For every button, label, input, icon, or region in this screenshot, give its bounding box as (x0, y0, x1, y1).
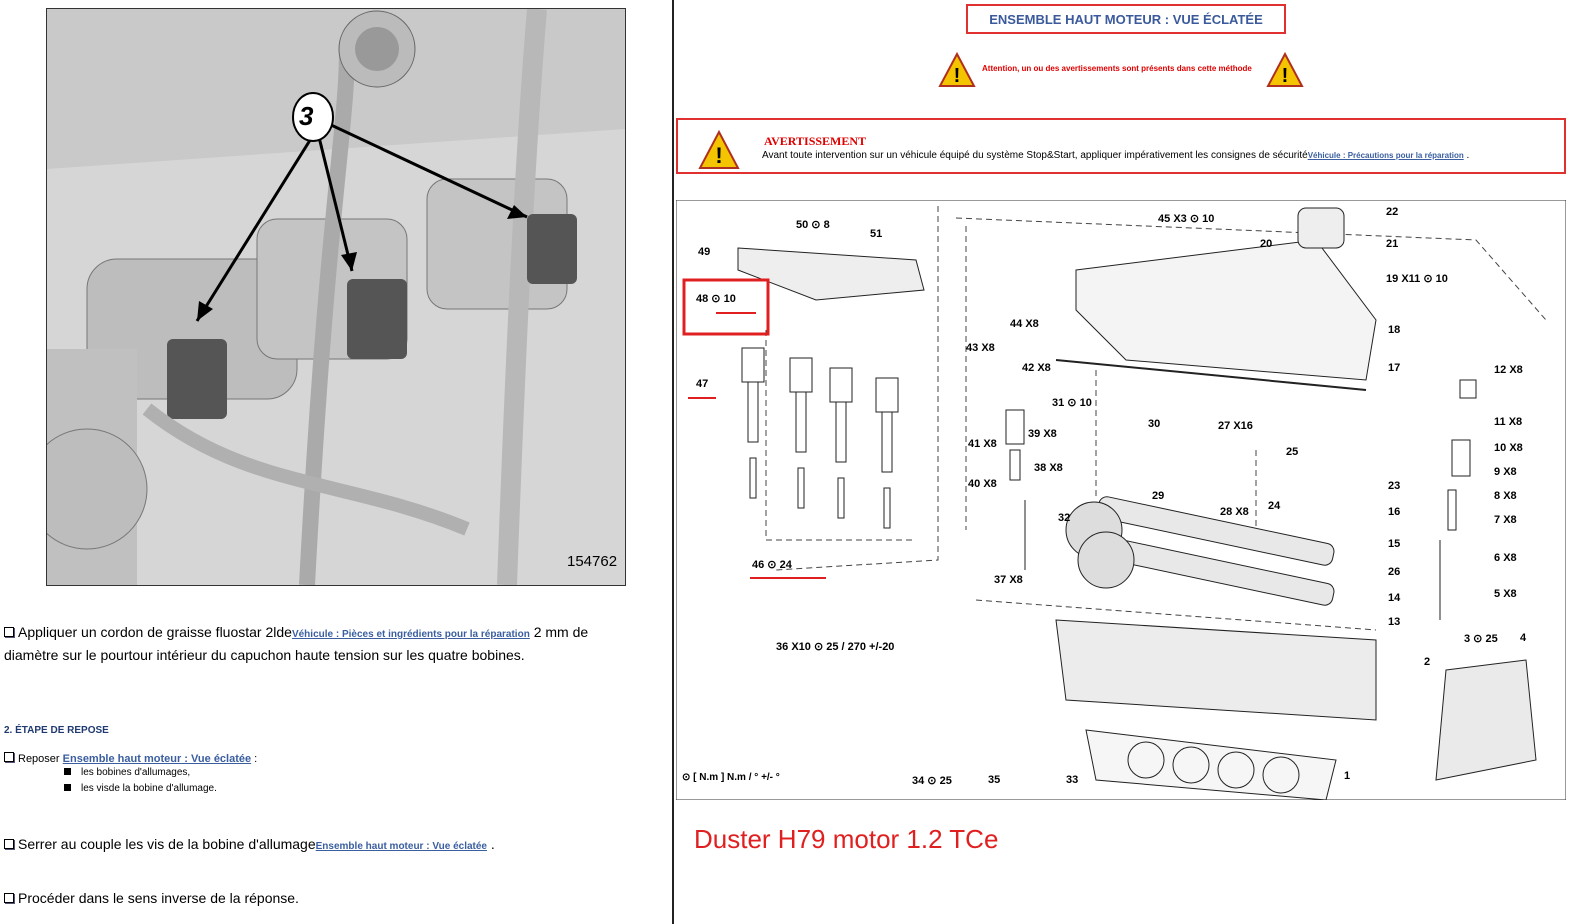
part-label-46: 46 ⊙ 24 (752, 559, 792, 571)
bullet-icon (4, 839, 14, 849)
part-label-51: 51 (870, 228, 883, 240)
step3-end: . (487, 836, 495, 852)
instruction-step-repose (4, 752, 257, 797)
part-label-39: 39 X8 (1028, 428, 1057, 440)
warning-triangle-icon (1266, 52, 1304, 93)
list-item (64, 781, 257, 797)
step4-text: Procéder dans le sens inverse de la réponse. (18, 890, 299, 906)
svg-text:!: ! (1281, 65, 1289, 87)
page-title: ENSEMBLE HAUT MOTEUR : VUE ÉCLATÉE (966, 4, 1286, 34)
engine-coil-illustration (46, 8, 626, 586)
part-label-37: 37 X8 (994, 574, 1023, 586)
avertissement-title: AVERTISSEMENT (764, 134, 867, 148)
part-label-11: 11 X8 (1494, 416, 1523, 428)
torque-legend-text: [ N.m ] N.m / ° +/- ° (693, 772, 780, 783)
part-label-13: 13 (1388, 616, 1401, 628)
part-label-19: 19 X11 ⊙ 10 (1386, 273, 1448, 285)
section-heading: 2. ÉTAPE DE REPOSE (4, 725, 109, 736)
instruction-step-reverse (4, 890, 299, 906)
part-label-49: 49 (698, 246, 711, 258)
part-label-42: 42 X8 (1022, 362, 1051, 374)
part-label-45: 45 X3 ⊙ 10 (1158, 213, 1215, 225)
part-label-3: 3 ⊙ 25 (1464, 633, 1498, 645)
part-label-32: 32 (1058, 512, 1071, 524)
torque-legend (682, 772, 780, 783)
part-label-25: 25 (1286, 446, 1299, 458)
part-label-4: 4 (1520, 632, 1527, 644)
part-label-5: 5 X8 (1494, 588, 1517, 600)
part-label-44: 44 X8 (1010, 318, 1039, 330)
part-label-16: 16 (1388, 506, 1401, 518)
part-label-22: 22 (1386, 206, 1399, 218)
warning-triangle-icon (698, 130, 740, 175)
square-bullet-icon (64, 784, 71, 791)
link-pieces-ingredients[interactable]: Véhicule : Pièces et ingrédients pour la réparation (291, 629, 530, 640)
link-precautions[interactable]: Véhicule : Précautions pour la réparation (1307, 151, 1464, 160)
list-item-text: les bobines d'allumages, (81, 767, 191, 778)
part-label-21: 21 (1386, 238, 1399, 250)
list-item (64, 765, 257, 781)
part-label-12: 12 X8 (1494, 364, 1523, 376)
exploded-view-diagram (676, 200, 1566, 800)
list-item-text: les visde la bobine d'allumage. (81, 783, 217, 794)
warning-notice: Attention, un ou des avertissements sont présents dans cette méthode (982, 64, 1252, 73)
step2-colon: : (251, 753, 258, 765)
part-label-23: 23 (1388, 480, 1401, 492)
part-label-10: 10 X8 (1494, 442, 1523, 454)
part-label-48: 48 ⊙ 10 (696, 293, 736, 305)
part-label-6: 6 X8 (1494, 552, 1517, 564)
part-label-2: 2 (1424, 656, 1431, 668)
svg-text:!: ! (953, 65, 961, 87)
step2-text: Reposer (18, 753, 63, 765)
part-label-43: 43 X8 (966, 342, 995, 354)
part-label-7: 7 X8 (1494, 514, 1517, 526)
part-label-27: 27 X16 (1218, 420, 1253, 432)
link-ensemble-haut-moteur[interactable]: Ensemble haut moteur : Vue éclatée (62, 753, 252, 765)
caption: Duster H79 motor 1.2 TCe (694, 824, 999, 854)
column-divider (672, 0, 674, 924)
engine-illustration-drawing (47, 9, 625, 585)
part-label-35: 35 (988, 774, 1001, 786)
avertissement-body: Avant toute intervention sur un véhicule équipé du système Stop&Start, appliquer impérativement les consignes de sécurité (762, 150, 1308, 161)
step3-text: Serrer au couple les vis de la bobine d'allumage (18, 836, 316, 852)
part-label-36: 36 X10 ⊙ 25 / 270 +/-20 (776, 641, 895, 653)
part-label-8: 8 X8 (1494, 490, 1517, 502)
part-label-26: 26 (1388, 566, 1401, 578)
part-label-17: 17 (1388, 362, 1401, 374)
diagram-drawing (676, 200, 1566, 800)
part-label-29: 29 (1152, 490, 1165, 502)
part-label-34: 34 ⊙ 25 (912, 775, 952, 787)
part-label-40: 40 X8 (968, 478, 997, 490)
part-label-47: 47 (696, 378, 709, 390)
torque-icon: ⊙ (682, 772, 691, 783)
step1-text-b: 2 mm de (529, 624, 589, 640)
part-label-1: 1 (1344, 770, 1351, 782)
bullet-icon (4, 627, 14, 637)
callout-number: 3 (299, 101, 314, 131)
svg-text:!: ! (715, 143, 723, 168)
avertissement-text (762, 150, 1469, 161)
part-label-30: 30 (1148, 418, 1161, 430)
link-ensemble-haut-moteur-2[interactable]: Ensemble haut moteur : Vue éclatée (315, 841, 487, 852)
part-label-18: 18 (1388, 324, 1401, 336)
instruction-step-grease (4, 622, 664, 666)
part-label-28: 28 X8 (1220, 506, 1249, 518)
avertissement-end: . (1463, 150, 1470, 161)
bullet-icon (4, 893, 14, 903)
part-label-20: 20 (1260, 238, 1273, 250)
warning-triangle-icon (938, 52, 976, 93)
part-label-50: 50 ⊙ 8 (796, 219, 830, 231)
part-label-15: 15 (1388, 538, 1401, 550)
figure-ref-number: 154762 (567, 553, 618, 570)
part-label-41: 41 X8 (968, 438, 997, 450)
part-label-33: 33 (1066, 774, 1079, 786)
step1-text-c: diamètre sur le pourtour intérieur du capuchon haute tension sur les quatre bobines. (4, 647, 525, 663)
bullet-icon (4, 752, 14, 762)
square-bullet-icon (64, 768, 71, 775)
instruction-step-torque (4, 836, 495, 852)
part-label-9: 9 X8 (1494, 466, 1517, 478)
part-label-38: 38 X8 (1034, 462, 1063, 474)
part-label-31: 31 ⊙ 10 (1052, 397, 1092, 409)
step1-text: Appliquer un cordon de graisse fluostar 2lde (18, 624, 292, 640)
part-label-24: 24 (1268, 500, 1281, 512)
part-label-14: 14 (1388, 592, 1401, 604)
